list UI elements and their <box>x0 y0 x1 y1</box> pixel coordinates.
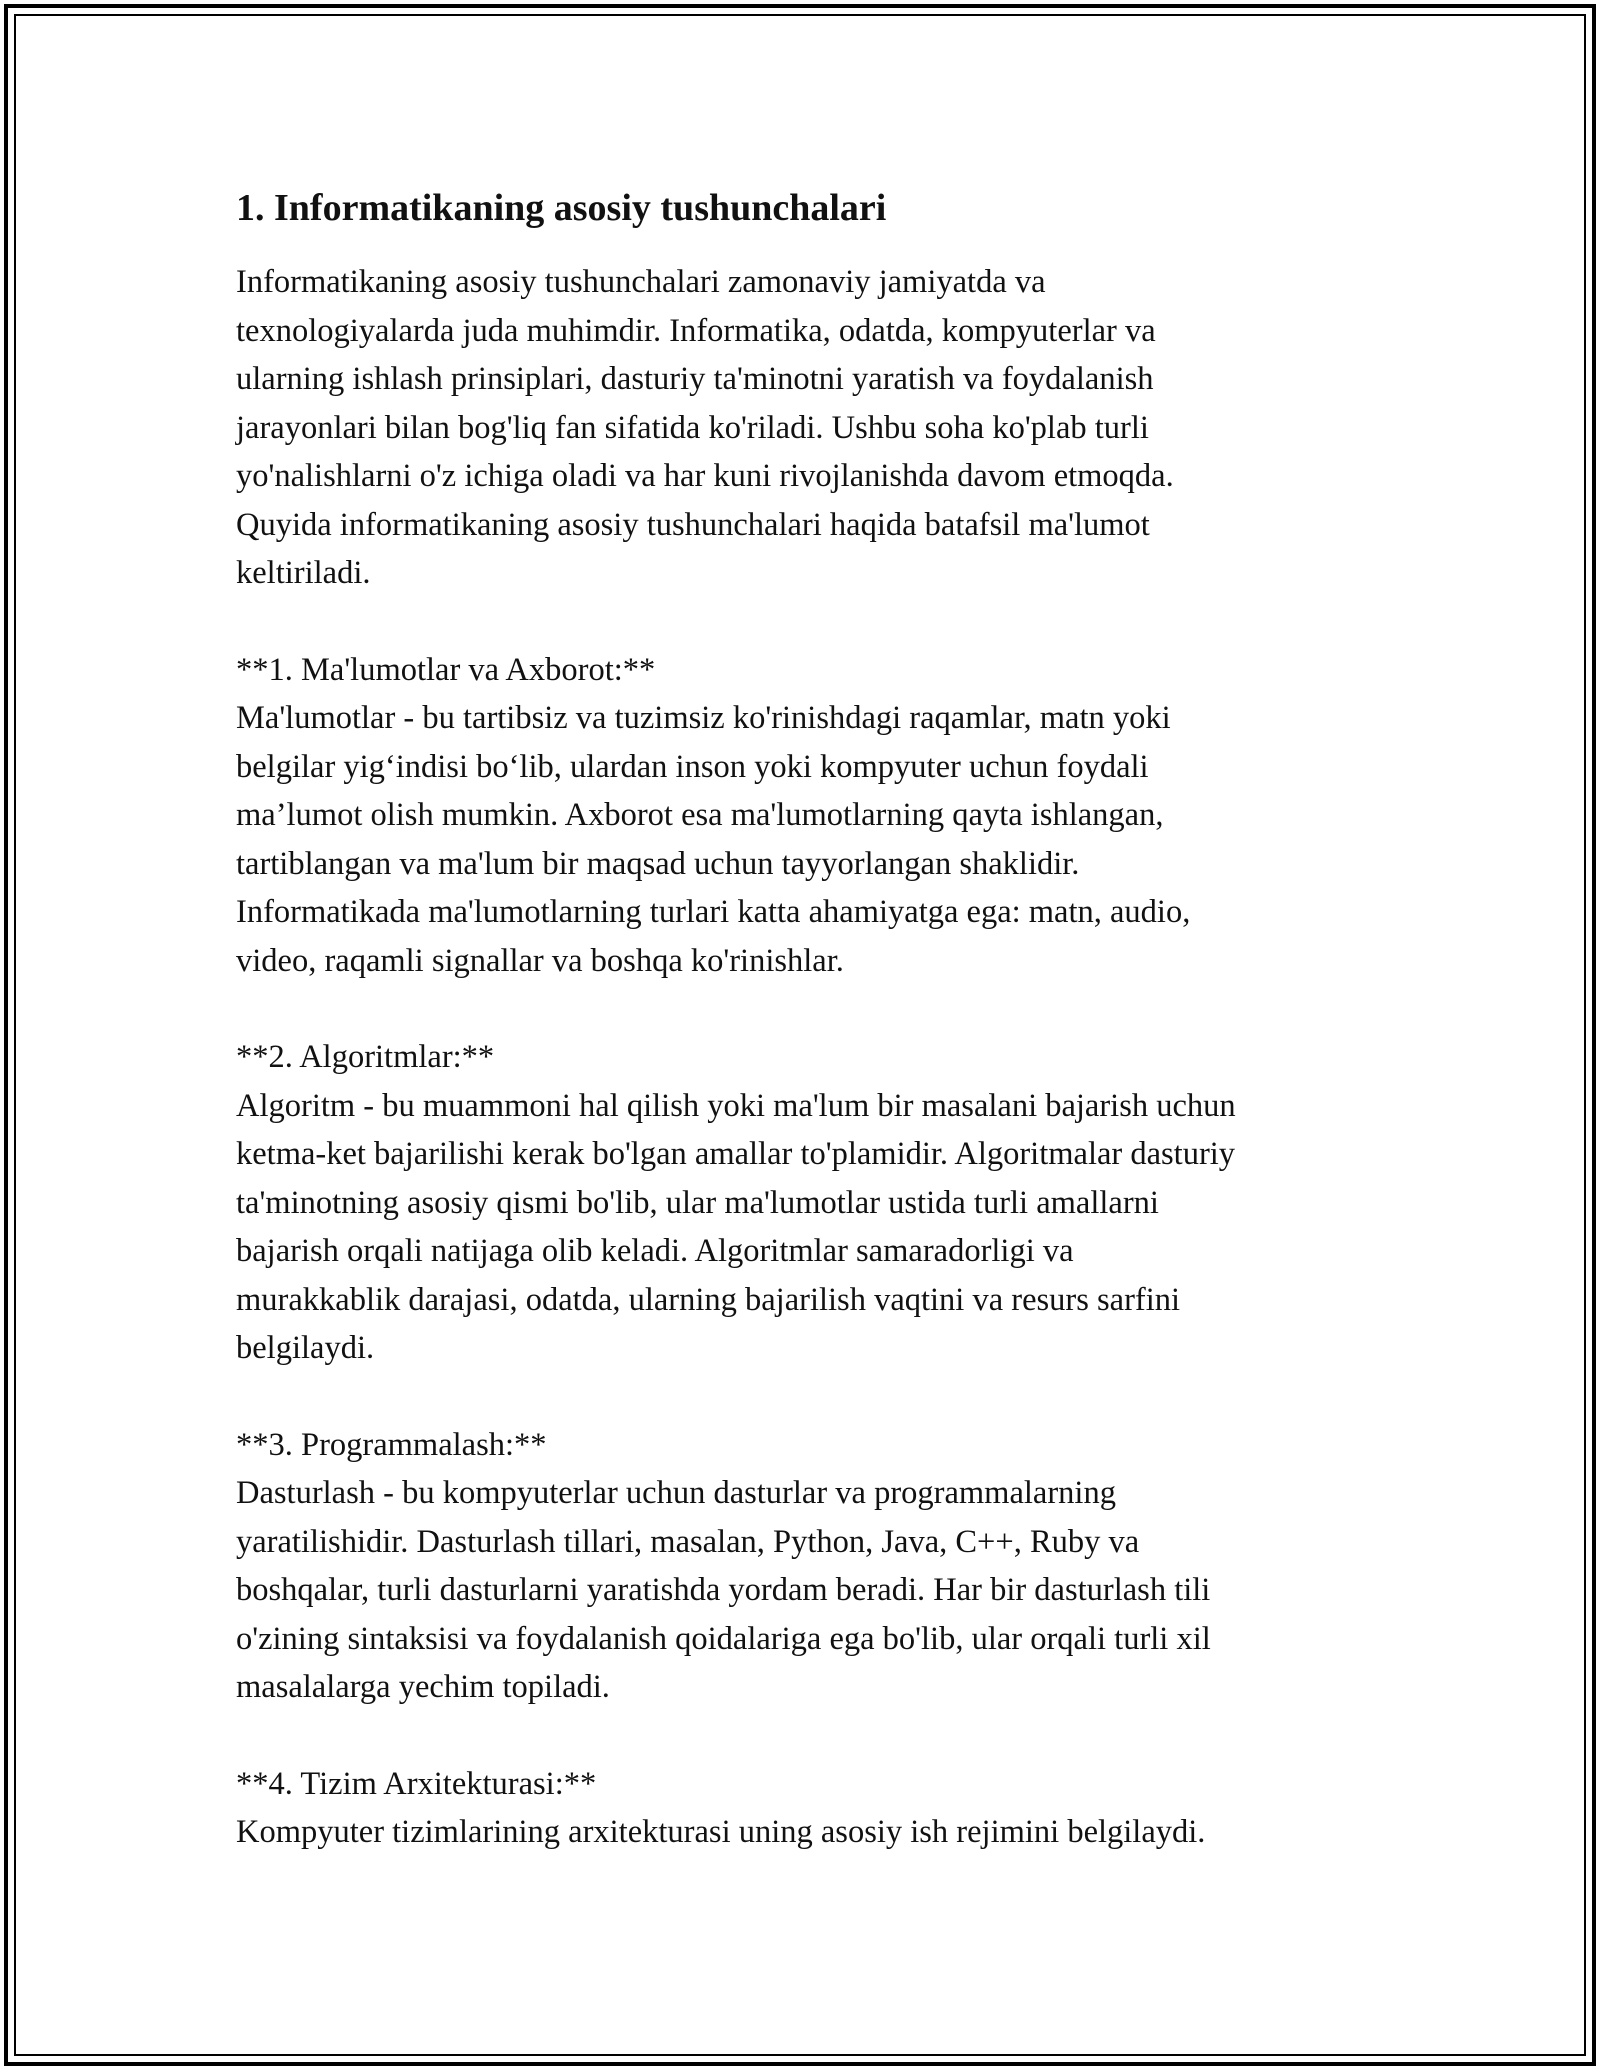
intro-line: jarayonlari bilan bog'liq fan sifatida ko'riladi. Ushbu soha ko'plab turli <box>236 409 1149 446</box>
document-content <box>236 184 1396 1857</box>
section-line: boshqalar, turli dasturlarni yaratishda yordam beradi. Har bir dasturlash tili <box>236 1572 1211 1608</box>
section-line: Ma'lumotlar - bu tartibsiz va tuzimsiz ko'rinishdagi raqamlar, matn yoki <box>236 700 1171 736</box>
section-line: bajarish orqali natijaga olib keladi. Algoritmlar samaradorligi va <box>236 1233 1074 1269</box>
intro-line: Informatikaning asosiy tushunchalari zamonaviy jamiyatda va <box>236 264 1046 300</box>
section-body <box>236 1808 1396 1857</box>
section-line: belgilar yig‘indisi bo‘lib, ulardan inson yoki kompyuter uchun foydali <box>236 748 1149 785</box>
intro-line: Quyida informatikaning asosiy tushunchalari haqida batafsil ma'lumot <box>236 506 1150 543</box>
section-programmalash <box>236 1421 1396 1712</box>
section-line: masalalarga yechim topiladi. <box>236 1669 610 1705</box>
section-line: ma’lumot olish mumkin. Axborot esa ma'lumotlarning qayta ishlangan, <box>236 797 1164 833</box>
section-heading: **2. Algoritmlar:** <box>236 1039 495 1075</box>
section-line: Kompyuter tizimlarining arxitekturasi uning asosiy ish rejimini belgilaydi. <box>236 1814 1206 1850</box>
section-line: Informatikada ma'lumotlarning turlari katta ahamiyatga ega: matn, audio, <box>236 894 1191 930</box>
section-heading: **1. Ma'lumotlar va Axborot:** <box>236 651 656 688</box>
intro-line: keltiriladi. <box>236 555 371 591</box>
intro-line: ularning ishlash prinsiplari, dasturiy ta'minotni yaratish va foydalanish <box>236 361 1154 397</box>
section-line: ketma-ket bajarilishi kerak bo'lgan amallar to'plamidir. Algoritmalar dasturiy <box>236 1136 1236 1172</box>
intro-line: yo'nalishlarni o'z ichiga oladi va har kuni rivojlanishda davom etmoqda. <box>236 458 1174 494</box>
section-tizim-arxitekturasi <box>236 1760 1396 1857</box>
section-line: ta'minotning asosiy qismi bo'lib, ular ma'lumotlar ustida turli amallarni <box>236 1184 1159 1221</box>
section-algoritmlar <box>236 1033 1396 1373</box>
section-line: tartiblangan va ma'lum bir maqsad uchun tayyorlangan shaklidir. <box>236 845 1080 882</box>
section-line: belgilaydi. <box>236 1330 375 1366</box>
section-line: Dasturlash - bu kompyuterlar uchun dasturlar va programmalarning <box>236 1475 1116 1511</box>
section-line: o'zining sintaksisi va foydalanish qoidalariga ega bo'lib, ular orqali turli xil <box>236 1620 1211 1657</box>
section-body <box>236 694 1396 985</box>
section-line: Algoritm - bu muammoni hal qilish yoki ma'lum bir masalani bajarish uchun <box>236 1087 1236 1124</box>
section-malumotlar <box>236 646 1396 986</box>
page-title: 1. Informatikaning asosiy tushunchalari <box>236 187 887 229</box>
intro-line: texnologiyalarda juda muhimdir. Informatika, odatda, kompyuterlar va <box>236 312 1156 349</box>
section-body <box>236 1082 1396 1373</box>
intro-paragraph <box>236 258 1396 598</box>
section-heading: **3. Programmalash:** <box>236 1426 547 1463</box>
section-heading: **4. Tizim Arxitekturasi:** <box>236 1765 597 1802</box>
section-line: murakkablik darajasi, odatda, ularning bajarilish vaqtini va resurs sarfini <box>236 1281 1181 1318</box>
section-line: yaratilishidir. Dasturlash tillari, masalan, Python, Java, C++, Ruby va <box>236 1523 1140 1560</box>
section-line: video, raqamli signallar va boshqa ko'rinishlar. <box>236 942 844 979</box>
section-body <box>236 1469 1396 1712</box>
